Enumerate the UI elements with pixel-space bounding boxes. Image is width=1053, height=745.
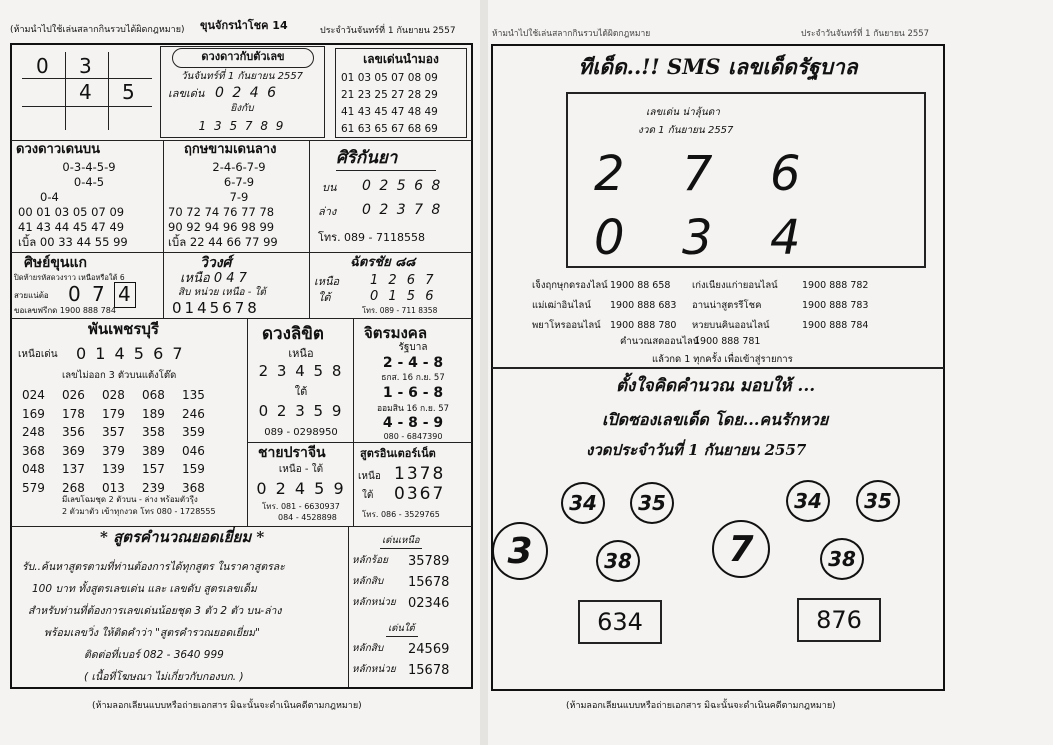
box-634-value: 634	[597, 608, 643, 636]
phan-phet-foot1: มีเลขโฉมชุด 2 ตัวบน - ล่าง พร้อมตัวรีุ่ง	[62, 495, 198, 504]
left-header-date: ประจำวันจันทร์ที่ 1 กันยายน 2557	[320, 26, 456, 36]
duang-dao-den-bon-rows	[18, 160, 160, 250]
phan-phet-lead: 0 1 4 5 6 7	[76, 344, 185, 363]
grid-mid-right: 5	[122, 80, 135, 104]
sms-number: 1900 888 784	[802, 320, 869, 331]
circle-r38: 38	[820, 538, 864, 580]
left-header-title: ขุนจักรนำโชค 14	[200, 19, 288, 32]
phan-phet-lead-label: เหนือเด่น	[18, 349, 58, 360]
chattra-nuea: 1 2 6 7	[370, 273, 437, 288]
phan-phet-foot2: 2 ตัวมาตัว เข้าทุกงวด โทร 080 - 1728555	[62, 507, 216, 516]
rueksa-row: 6-7-9	[223, 175, 255, 189]
chit-mongkhon-l3: ออมสิน 16 ก.ย. 57	[376, 404, 450, 414]
sit-khun-kae-digit: 0	[68, 282, 81, 306]
chattra-title: ฉัตรชัย ๘๘	[350, 255, 416, 270]
sutr-r1-label: หลักร้อย	[352, 555, 389, 566]
promo-line-2: เปิดซองเลขเด็ด โดย...คนรักหวย	[602, 410, 829, 429]
promo-line-3: งวดประจำวันที่ 1 กันยายน 2557	[586, 441, 807, 459]
sutr-line: รับ..ค้นหาสูตรตามที่ท่านต้องการได้ทุกสูตร ในราคาสูตรละ	[22, 561, 285, 573]
duang-dao-ying-kap: ยิงกับ	[230, 103, 254, 114]
duang-dao-numbers: 1 3 5 7 8 9	[198, 119, 286, 133]
phan-phet-cell: 137	[62, 462, 85, 476]
den-bon-row: 0-4	[40, 190, 59, 204]
duang-dao-den-bon-title: ดวงดาวเดนบน	[16, 142, 101, 157]
sit-khun-kae-title: ศิษย์ขุนแก	[24, 255, 87, 271]
chit-mongkhon-sub: รัฐบาล	[398, 342, 428, 353]
sutr-r5-label: หลักหน่วย	[352, 664, 396, 675]
lek-den-na-mong-title: เลขเด่นนำมอง	[363, 52, 439, 66]
phan-phet-cell: 357	[102, 425, 125, 439]
si-kanya-lang: 0 2 3 7 8	[362, 202, 443, 218]
phan-phet-cell: 369	[62, 443, 85, 458]
phan-phet-cell: 239	[142, 480, 165, 495]
wiwong-nuea: เหนือ 0 4 7	[180, 271, 247, 286]
sutr-r5: 15678	[408, 663, 450, 678]
chattra-nuea-label: เหนือ	[314, 275, 340, 288]
sms-label: เก่งเนียงแก่ายอนไลน์	[692, 280, 778, 291]
duang-likhit-nuea: 2 3 4 5 8	[258, 362, 344, 380]
phan-phet-cell: 179	[102, 406, 125, 421]
phan-phet-cell: 157	[142, 462, 165, 476]
phan-phet-sub: เลขไม่ออก 3 ตัวบนแต้งโต๊ด	[62, 370, 177, 381]
den-bon-row: 0-4-5	[73, 175, 105, 189]
sms-last-label: คำนวณสดออนไลน์	[620, 336, 700, 347]
chattra-tai: 0 1 5 6	[370, 289, 437, 304]
inner-label: เลขเด่น น่าลุ้นดา	[646, 107, 720, 118]
si-kanya-lang-label: ล่าง	[318, 205, 337, 218]
phan-phet-cell: 358	[142, 425, 165, 439]
right-page	[486, 0, 1053, 745]
sutr-r3: 02346	[408, 596, 450, 611]
sms-row	[532, 276, 932, 296]
wiwong-sip: สิบ หน่วย เหนือ - ใต้	[178, 287, 266, 298]
sms-row	[532, 296, 932, 316]
super-net-tai-label: ใต้	[362, 490, 374, 501]
sutr-line: สำหรับท่านที่ต้องการเลขเด่นน้อยชุด 3 ตัว 2 ตัว บน-ล่าง	[28, 605, 282, 617]
grid-mid-left: 4	[79, 80, 92, 104]
sms-row	[532, 316, 932, 336]
big-digit: 0	[594, 210, 625, 266]
super-net-nuea-label: เหนือ	[358, 471, 381, 482]
na-mong-row: 01 03 05 07 08 09	[341, 72, 438, 84]
rueksa-row: 2-4-6-7-9	[212, 160, 266, 174]
sutr-line: พร้อมเลขวิ่ง ให้ติดคำว่า "สูตรคำรวณยอดเยี่ยม"	[44, 627, 260, 639]
sms-rows	[532, 276, 932, 336]
duang-dao-title: ดวงดาวกับตัวเลข	[201, 50, 285, 63]
phan-phet-row	[22, 442, 222, 461]
inner-date: งวด 1 กันยายน 2557	[638, 125, 734, 136]
right-header-date: ประจำวันจันทร์ที่ 1 กันยายน 2557	[801, 29, 930, 39]
phan-phet-cell: 368	[22, 443, 45, 458]
box-876-value: 876	[816, 606, 862, 634]
phan-phet-cell: 068	[142, 388, 165, 402]
phan-phet-cell: 248	[22, 425, 45, 439]
circle-r34: 34	[786, 480, 830, 522]
circle-l38: 38	[596, 540, 640, 582]
sit-khun-kae-note: ปิดท้ายรหัสดวงราว เหนือหรือใต้ 6	[14, 273, 125, 282]
chit-mongkhon-r2: 1 - 6 - 8	[382, 385, 444, 401]
sutr-body	[14, 556, 346, 688]
phan-phet-grid	[22, 386, 222, 497]
chai-prajin-title: ชายปราจีน	[258, 445, 326, 461]
sutr-line: ( เนื้อที่โฆษณา ไม่เกี่ยวกับกองบก. )	[84, 671, 244, 683]
phan-phet-cell: 579	[22, 480, 45, 495]
sms-number: 1900 888 782	[802, 280, 869, 291]
phan-phet-row	[22, 423, 222, 442]
duang-dao-lek-den-label: เลขเด่น	[168, 87, 205, 100]
sutr-r2: 15678	[408, 575, 450, 590]
phan-phet-cell: 379	[102, 443, 125, 458]
chai-prajin-sub: เหนือ - ใต้	[278, 464, 324, 475]
sms-number: 1900 888 780	[610, 320, 677, 331]
si-kanya-bon-label: บน	[322, 181, 337, 194]
na-mong-row: 21 23 25 27 28 29	[341, 89, 438, 101]
sms-number: 1900 88 658	[610, 280, 671, 291]
phan-phet-cell: 024	[22, 388, 45, 402]
sit-khun-kae-phone: ขอเลขฟรีกด 1900 888 784	[14, 306, 116, 315]
super-net-title: สูตรอินเตอร์เน็ต	[360, 447, 436, 460]
den-bon-row: 41 43 44 45 47 49	[18, 220, 125, 234]
sms-label: พยาโหรออนไลน์	[532, 320, 601, 331]
circle-l35: 35	[630, 482, 674, 524]
na-mong-row: 61 63 65 67 68 69	[341, 123, 438, 135]
sutr-nuea-title: เด่นเหนือ	[382, 535, 420, 546]
phan-phet-cell: 026	[62, 388, 85, 402]
duang-likhit-tai-label: ใต้	[294, 385, 308, 398]
phan-phet-cell: 356	[62, 425, 85, 439]
sms-label: แม่เฒ่าอินไลน์	[532, 300, 591, 311]
circle-mid-7: 7	[712, 520, 770, 578]
sms-label: อานน่าสูตรรีโชค	[692, 300, 762, 311]
phan-phet-cell: 135	[182, 388, 205, 402]
si-kanya-title: ศิริกันยา	[336, 148, 398, 168]
phan-phet-cell: 178	[62, 406, 85, 421]
sutr-r3-label: หลักหน่วย	[352, 597, 396, 608]
phan-phet-cell: 028	[102, 388, 125, 402]
phan-phet-cell: 046	[182, 443, 205, 458]
den-bon-row: 00 01 03 05 07 09	[18, 205, 125, 219]
phan-phet-row	[22, 386, 222, 405]
sutr-r4-label: หลักสิบ	[352, 643, 384, 654]
grid-top-left: 0	[36, 54, 49, 78]
duang-likhit-phone: 089 - 0298950	[264, 427, 338, 438]
sit-khun-kae-digit: 4	[118, 282, 131, 306]
phan-phet-cell: 368	[182, 480, 205, 495]
phan-phet-row	[22, 460, 222, 479]
circle-r35: 35	[856, 480, 900, 522]
phan-phet-title: พันเพชรบุรี	[88, 320, 159, 338]
chit-mongkhon-l2: ธกส. 16 ก.ย. 57	[381, 373, 445, 383]
chai-prajin-numbers: 0 2 4 5 9	[256, 479, 346, 498]
chit-mongkhon-phone: 080 - 6847390	[383, 432, 443, 441]
rueksa-row: เบิ้ล 22 44 66 77 99	[168, 235, 278, 249]
chai-prajin-phone2: 084 - 4528898	[278, 513, 337, 522]
sutr-line: ติดต่อที่เบอร์ 082 - 3640 999	[84, 649, 224, 661]
super-net-tai: 0367	[394, 484, 446, 504]
super-net-phone: โทร. 086 - 3529765	[362, 510, 440, 519]
phan-phet-row	[22, 405, 222, 424]
chit-mongkhon-r3: 4 - 8 - 9	[382, 415, 444, 431]
left-bottom-notice: (ห้ามลอกเลียนแบบหรือถ่ายเอกสาร มิฉะนั้นจะดำเนินคดีตามกฎหมาย)	[92, 701, 362, 711]
sutr-line: 100 บาท ทั้งสูตรเลขเด่น และ เลขดับ สูตรเลขเด็ม	[32, 583, 257, 595]
rueksa-kham-title: ฤกษขามเดนลาง	[184, 142, 277, 157]
sutr-r4: 24569	[408, 642, 450, 657]
sit-khun-kae-suay-label: สวยแน่ต้อ	[14, 291, 49, 300]
big-digit: 2	[594, 146, 625, 202]
circle-big-3: 3	[492, 522, 548, 580]
sutr-tai-title: เด่นใต้	[388, 623, 415, 634]
phan-phet-cell: 246	[182, 406, 205, 421]
phan-phet-cell: 169	[22, 406, 45, 421]
sutr-r1: 35789	[408, 554, 450, 569]
sms-last: 1900 888 781	[694, 336, 761, 347]
big-digit: 6	[770, 146, 801, 202]
duang-dao-date: วันจันทร์ที่ 1 กันยายน 2557	[180, 71, 304, 82]
sit-khun-kae-digit: 7	[92, 282, 105, 306]
chai-prajin-phone1: โทร. 081 - 6630937	[262, 502, 340, 511]
left-page	[0, 0, 486, 745]
big-digit: 3	[682, 210, 713, 266]
phan-phet-cell: 048	[22, 462, 45, 476]
chattra-phone: โทร. 089 - 711 8358	[362, 306, 438, 315]
right-top-notice: ห้ามนำไปใช้เล่นสลากกินรวบได้ผิดกฎหมาย	[492, 29, 651, 39]
phan-phet-cell: 139	[102, 462, 125, 476]
lek-den-na-mong-rows	[341, 70, 465, 138]
rueksa-kham-rows	[168, 160, 310, 250]
duang-likhit-nuea-label: เหนือ	[288, 347, 314, 360]
phan-phet-cell: 268	[62, 480, 85, 495]
grid-top-mid: 3	[79, 54, 92, 78]
wiwong-title: วิวงศ์	[200, 255, 232, 271]
sutr-r2-label: หลักสิบ	[352, 576, 384, 587]
na-mong-row: 41 43 45 47 48 49	[341, 106, 438, 118]
promo-line-1: ตั้งใจคิดคำนวณ มอบให้ ...	[616, 376, 816, 396]
rueksa-row: 70 72 74 76 77 78	[168, 205, 275, 219]
big-digit: 4	[770, 210, 801, 266]
left-top-notice: (ห้ามนำไปใช้เล่นสลากกินรวบได้ผิดกฎหมาย)	[10, 25, 185, 35]
super-net-nuea: 1378	[394, 464, 446, 484]
den-bon-row: 0-3-4-5-9	[62, 160, 116, 174]
phan-phet-cell: 389	[142, 443, 165, 458]
sms-note: แล้วกด 1 ทุกครั้ง เพื่อเข้าสู่รายการ	[652, 354, 793, 365]
duang-likhit-tai: 0 2 3 5 9	[258, 402, 344, 420]
duang-likhit-title: ดวงลิขิต	[262, 324, 324, 344]
duang-dao-lek-den: 0 2 4 6	[215, 85, 278, 101]
rueksa-row: 90 92 94 96 98 99	[168, 220, 275, 234]
den-bon-row: เบิ้ล 00 33 44 55 99	[18, 235, 128, 249]
chattra-tai-label: ใต้	[318, 291, 331, 304]
sutr-title: * สูตรคำนวณยอดเยี่ยม *	[100, 528, 265, 546]
circle-l34: 34	[561, 482, 605, 524]
sms-label: หวยบนคินออนไลน์	[692, 320, 770, 331]
chit-mongkhon-title: จิตรมงคล	[364, 324, 428, 342]
right-title: ทีเด็ด..!! SMS เลขเด็ดรัฐบาล	[578, 54, 858, 79]
phan-phet-cell: 013	[102, 480, 125, 495]
right-bottom-notice: (ห้ามลอกเลียนแบบหรือถ่ายเอกสาร มิฉะนั้นจะดำเนินคดีตามกฎหมาย)	[566, 701, 836, 711]
number-grid	[22, 52, 152, 132]
chit-mongkhon-r1: 2 - 4 - 8	[382, 355, 444, 371]
big-digit: 7	[682, 146, 713, 202]
wiwong-numbers: 0145678	[172, 299, 260, 317]
sms-number: 1900 888 783	[802, 300, 869, 311]
sms-number: 1900 888 683	[610, 300, 677, 311]
phan-phet-cell: 159	[182, 462, 205, 476]
phan-phet-cell: 189	[142, 406, 165, 421]
si-kanya-phone: โทร. 089 - 7118558	[318, 231, 426, 244]
sms-label: เจ็งฤกษุกดรองไลน์	[532, 280, 608, 291]
si-kanya-bon: 0 2 5 6 8	[362, 178, 443, 194]
phan-phet-cell: 359	[182, 425, 205, 439]
rueksa-row: 7-9	[229, 190, 249, 204]
